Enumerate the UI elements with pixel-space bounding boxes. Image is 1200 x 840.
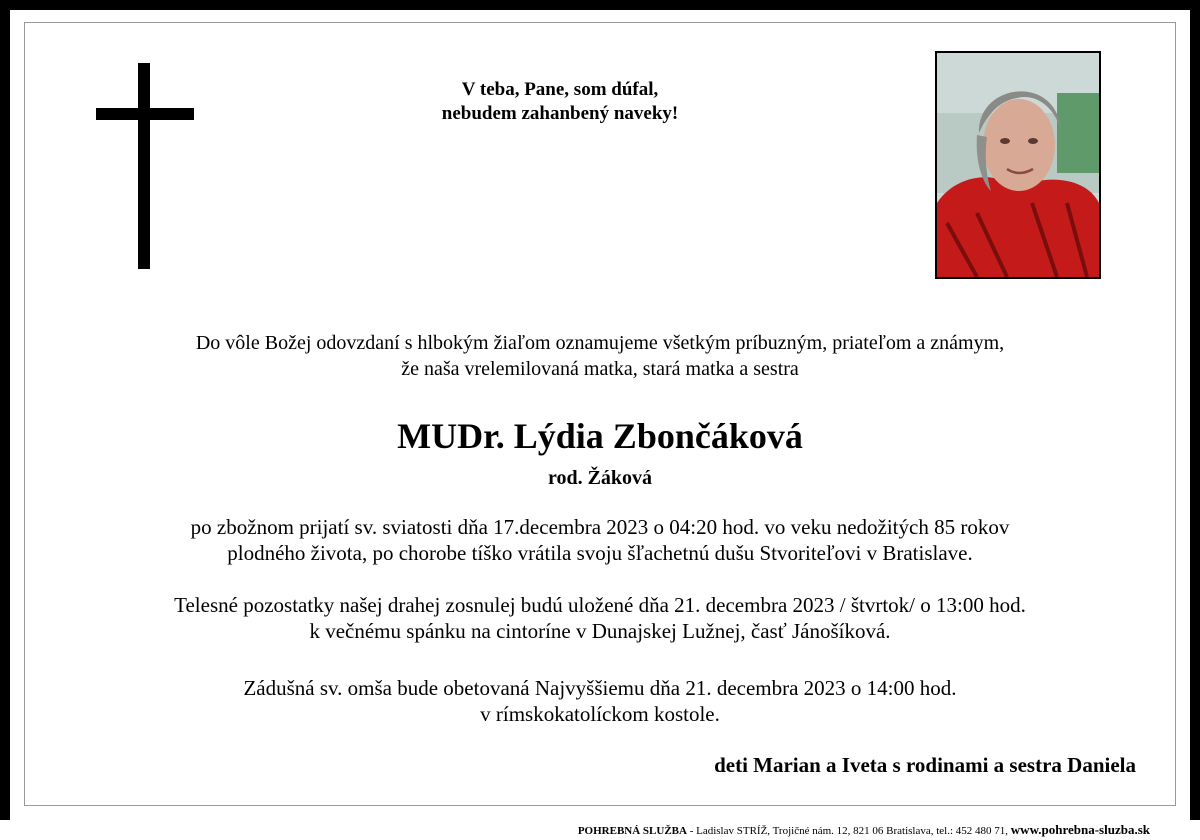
burial-info-line-2: k večnému spánku na cintoríne v Dunajskej Lužnej, časť Jánošíková. (309, 619, 891, 643)
footer-details: - Ladislav STRÍŽ, Trojičné nám. 12, 821 06 Bratislava, tel.: 452 480 71, (686, 825, 1011, 837)
maiden-name: rod. Žáková (547, 467, 653, 489)
obituary-card (10, 10, 1190, 820)
mass-info-line-2: v rímskokatolíckom kostole. (480, 702, 720, 726)
footer (0, 820, 1200, 840)
footer-website-link[interactable]: www.pohrebna-sluzba.sk (1010, 822, 1150, 837)
intro-text (30, 330, 1170, 382)
motto-line-1: V teba, Pane, som dúfal, (461, 79, 659, 100)
death-info (30, 514, 1170, 566)
mass-info (30, 675, 1170, 727)
burial-info (30, 592, 1170, 644)
motto-line-2: nebudem zahanbený naveky! (441, 103, 679, 124)
motto (390, 78, 730, 126)
footer-text (578, 823, 1150, 838)
portrait-photo (935, 51, 1101, 279)
mass-info-line-1: Zádušná sv. omša bude obetovaná Najvyššiemu dňa 21. decembra 2023 o 14:00 hod. (243, 676, 957, 700)
intro-line-1: Do vôle Božej odovzdaní s hlbokým žiaľom oznamujeme všetkým príbuzným, priateľom a známym, (195, 332, 1005, 354)
burial-info-line-1: Telesné pozostatky našej drahej zosnulej budú uložené dňa 21. decembra 2023 / štvrtok/ o 13:00 hod. (174, 593, 1026, 617)
signature: deti Marian a Iveta s rodinami a sestra Daniela (714, 753, 1136, 777)
death-info-line-2: plodného života, po chorobe tíško vrátila svoju šľachetnú dušu Stvoriteľovi v Bratislave. (227, 541, 973, 565)
death-info-line-1: po zbožnom prijatí sv. sviatosti dňa 17.decembra 2023 o 04:20 hod. vo veku nedožitých 85 rokov (190, 515, 1010, 539)
footer-company: POHREBNÁ SLUŽBA (577, 825, 687, 837)
deceased-name: MUDr. Lýdia Zbončáková (397, 416, 803, 456)
intro-line-2: že naša vrelemilovaná matka, stará matka a sestra (401, 358, 799, 380)
